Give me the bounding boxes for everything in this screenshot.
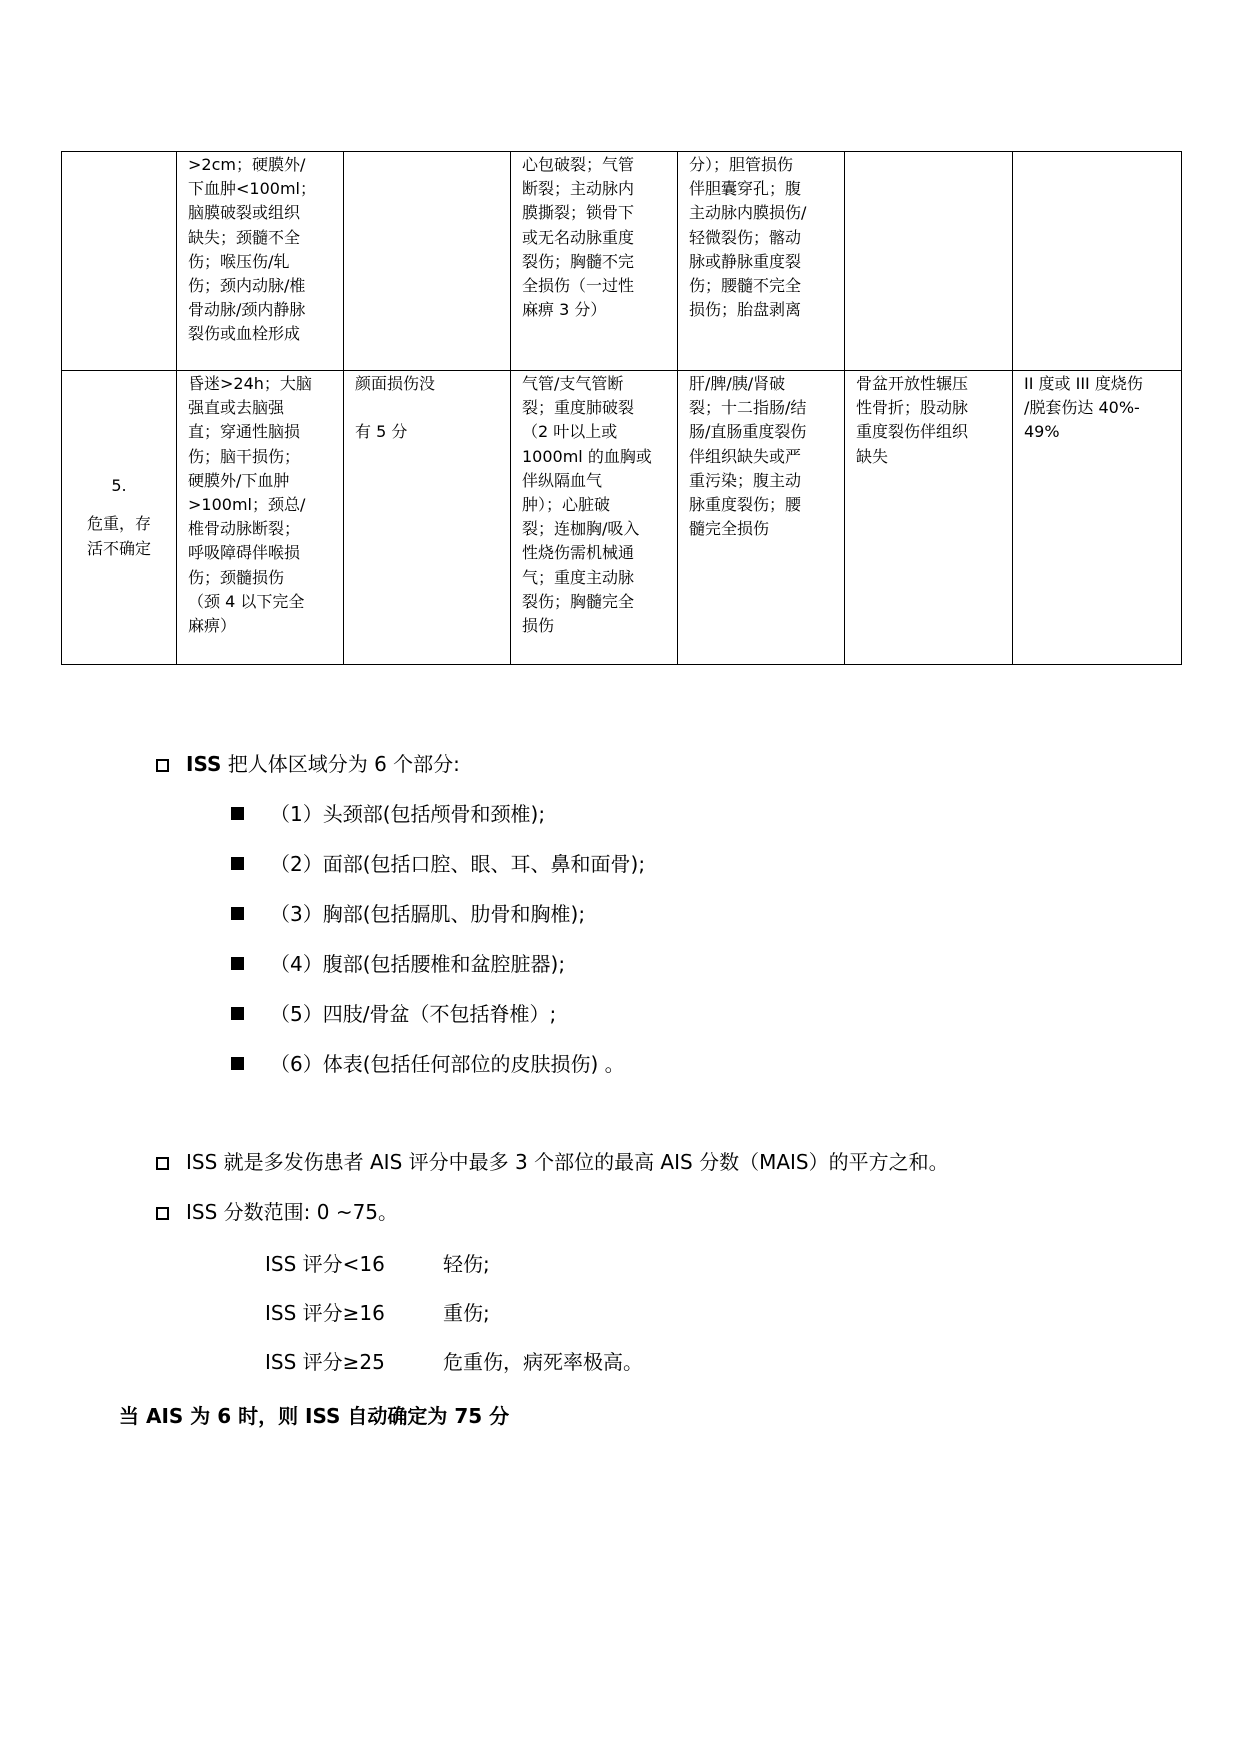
iss-definition bbox=[156, 1149, 949, 1175]
list-item bbox=[231, 1051, 625, 1077]
table-cell-abdomen: 肝/脾/胰/肾破 裂；十二指肠/结 肠/直肠重度裂伤 伴组织缺失或严 重污染；腹主动 脉重度裂伤；腰 髓完全损伤 bbox=[678, 371, 845, 665]
list-item bbox=[231, 951, 565, 977]
square-bullet-icon bbox=[231, 857, 244, 870]
list-item bbox=[231, 1001, 556, 1027]
severity-row bbox=[265, 1300, 490, 1326]
list-item-text: （1）头颈部(包括颅骨和颈椎); bbox=[270, 802, 546, 826]
iss-regions-intro bbox=[156, 751, 460, 777]
square-bullet-icon bbox=[231, 1007, 244, 1020]
level-description: 危重，存 活不确定 bbox=[86, 514, 151, 558]
severity-label: 轻伤; bbox=[443, 1252, 490, 1276]
severity-score: ISS 评分≥16 bbox=[265, 1301, 385, 1325]
severity-row bbox=[265, 1251, 490, 1277]
table-cell-abdomen: 分）；胆管损伤 伴胆囊穿孔；腹 主动脉内膜损伤/ 轻微裂伤；髂动 脉或静脉重度裂 伤；腰髓不完全 损伤；胎盘剥离 bbox=[678, 152, 845, 371]
list-item bbox=[231, 901, 585, 927]
checkbox-bullet-icon bbox=[156, 1157, 169, 1170]
table-cell-level bbox=[62, 371, 177, 665]
table-cell-chest: 气管/支气管断 裂；重度肺破裂 （2 叶以上或 1000ml 的血胸或 伴纵隔血气 肿）；心脏破 裂；连枷胸/吸入 性烧伤需机械通 气；重度主动脉 裂伤；胸髓完全 损伤 bbox=[511, 371, 678, 665]
table-cell-head-neck: 昏迷>24h；大脑 强直或去脑强 直；穿通性脑损 伤；脑干损伤； 硬膜外/下血肿 >100ml；颈总/ 椎骨动脉断裂； 呼吸障碍伴喉损 伤；颈髓损伤 （颈 4 以下完全 麻痹） bbox=[177, 371, 344, 665]
ais6-note: 当 AIS 为 6 时，则 ISS 自动确定为 75 分 bbox=[119, 1404, 510, 1428]
iss-bold-label: ISS bbox=[186, 752, 222, 776]
severity-label: 重伤; bbox=[443, 1301, 490, 1325]
iss-regions-intro-text: 把人体区域分为 6 个部分: bbox=[221, 752, 460, 776]
severity-score: ISS 评分<16 bbox=[265, 1252, 385, 1276]
severity-score: ISS 评分≥25 bbox=[265, 1350, 385, 1374]
severity-row bbox=[265, 1349, 643, 1375]
table-cell-limbs: 骨盆开放性辗压 性骨折；股动脉 重度裂伤伴组织 缺失 bbox=[845, 371, 1013, 665]
table-row bbox=[62, 152, 1182, 371]
table-cell-chest: 心包破裂；气管 断裂；主动脉内 膜撕裂；锁骨下 或无名动脉重度 裂伤；胸髓不完 全损伤（一过性 麻痹 3 分） bbox=[511, 152, 678, 371]
list-item-text: （2）面部(包括口腔、眼、耳、鼻和面骨); bbox=[270, 852, 646, 876]
list-item bbox=[231, 851, 645, 877]
table-cell-level bbox=[62, 152, 177, 371]
checkbox-bullet-icon bbox=[156, 759, 169, 772]
list-item-text: （4）腹部(包括腰椎和盆腔脏器); bbox=[270, 952, 566, 976]
level-number: 5. bbox=[111, 476, 127, 496]
table-row bbox=[62, 371, 1182, 665]
iss-definition-text: ISS 就是多发伤患者 AIS 评分中最多 3 个部位的最高 AIS 分数（MAIS）的平方之和。 bbox=[186, 1150, 949, 1174]
square-bullet-icon bbox=[231, 1057, 244, 1070]
table-cell-skin: II 度或 III 度烧伤 /脱套伤达 40%- 49% bbox=[1013, 371, 1182, 665]
list-item-text: （6）体表(包括任何部位的皮肤损伤) 。 bbox=[270, 1052, 625, 1076]
table-cell-skin bbox=[1013, 152, 1182, 371]
checkbox-bullet-icon bbox=[156, 1207, 169, 1220]
list-item-text: （3）胸部(包括膈肌、肋骨和胸椎); bbox=[270, 902, 586, 926]
table-cell-face: 颜面损伤没 有 5 分 bbox=[344, 371, 511, 665]
severity-label: 危重伤，病死率极高。 bbox=[443, 1350, 643, 1374]
list-item-text: （5）四肢/骨盆（不包括脊椎）; bbox=[270, 1002, 557, 1026]
square-bullet-icon bbox=[231, 907, 244, 920]
iss-range bbox=[156, 1199, 398, 1225]
square-bullet-icon bbox=[231, 807, 244, 820]
table-cell-face bbox=[344, 152, 511, 371]
ais-injury-table bbox=[61, 151, 1182, 665]
table-cell-head-neck: >2cm；硬膜外/ 下血肿<100ml； 脑膜破裂或组织 缺失；颈髓不全 伤；喉压伤/轧 伤；颈内动脉/椎 骨动脉/颈内静脉 裂伤或血栓形成 bbox=[177, 152, 344, 371]
list-item bbox=[231, 801, 545, 827]
iss-range-text: ISS 分数范围: 0 ~75。 bbox=[186, 1200, 399, 1224]
table-cell-limbs bbox=[845, 152, 1013, 371]
square-bullet-icon bbox=[231, 957, 244, 970]
